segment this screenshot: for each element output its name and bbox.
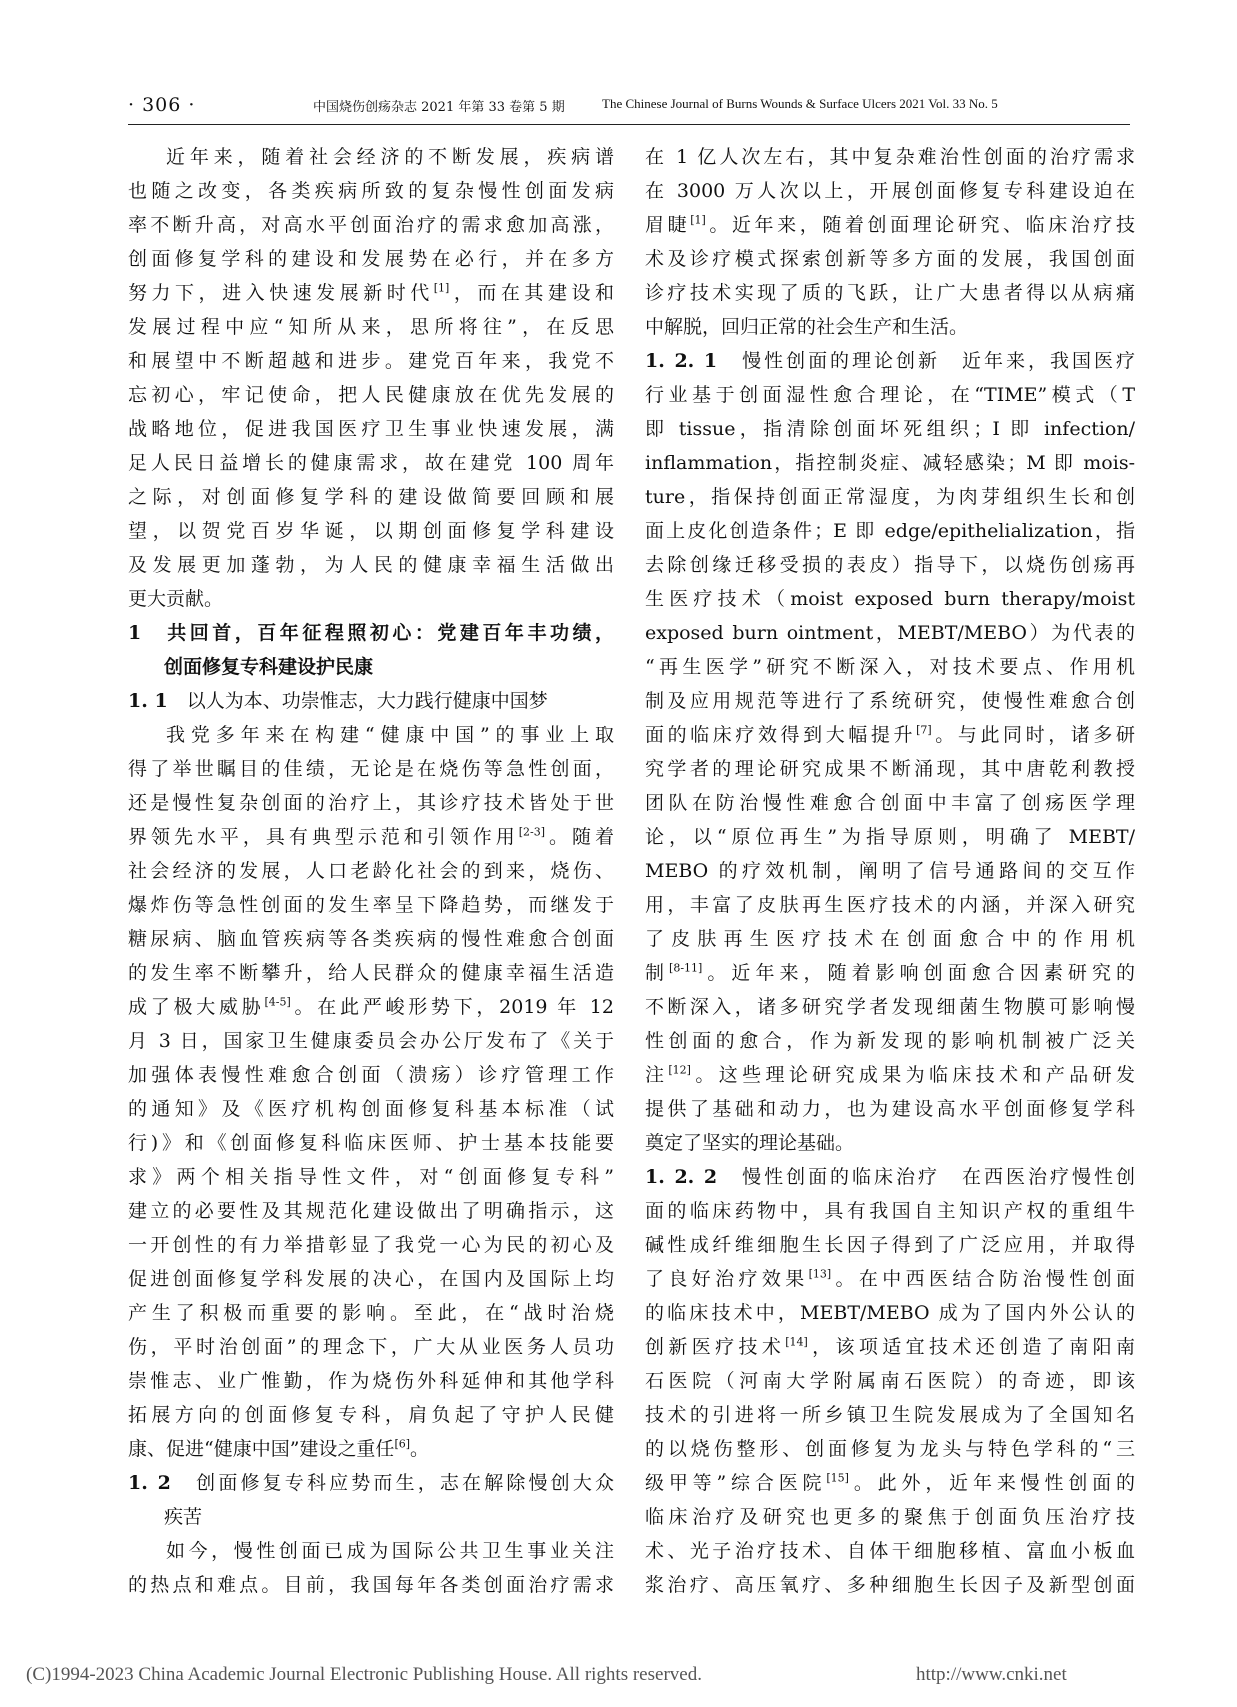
text-span: 。在中西医结合防治慢性创面 xyxy=(831,1268,1135,1290)
text-line xyxy=(645,208,1135,242)
text-line: 伤，平时治创面”的理念下，广大从业医务人员功 xyxy=(128,1336,614,1358)
text-line: 促进创面修复学科发展的决心，在国内及国际上均 xyxy=(128,1268,614,1290)
text-line: 加强体表慢性难愈合创面（溃疡）诊疗管理工作 xyxy=(128,1064,614,1086)
text-span: 近年来，我国医疗 xyxy=(962,350,1135,372)
citation: [14] xyxy=(785,1335,808,1349)
text-span: 1. 2. 1 xyxy=(645,350,718,372)
page-header xyxy=(128,92,1130,125)
text-span: 级甲等”综合医院 xyxy=(645,1472,827,1494)
text-span: 。与此同时，诸多研 xyxy=(931,724,1135,746)
text-span: 努力下，进入快速发展新时代 xyxy=(128,282,434,304)
journal-title-cn: 中国烧伤创疡杂志 2021 年第 33 卷第 5 期 xyxy=(313,100,565,115)
text-span: 。近年来，随着创面理论研究、临床治疗技 xyxy=(705,214,1135,236)
text-span: 康、促进“健康中国”建设之重任 xyxy=(128,1438,395,1460)
journal-title-en: The Chinese Journal of Burns Wounds & Surface Ulcers 2021 Vol. 33 No. 5 xyxy=(602,96,998,111)
subsection-heading-1-2-2 xyxy=(645,1160,1135,1194)
page-footer xyxy=(26,1664,1206,1694)
text-line: 一开创性的有力举措彰显了我党一心为民的初心及 xyxy=(128,1234,614,1256)
text-line: 社会经济的发展，人口老龄化社会的到来，烧伤、 xyxy=(128,860,614,882)
text-line: 团队在防治慢性难愈合创面中丰富了创疡医学理 xyxy=(645,792,1135,814)
subsection-heading-1-2-1 xyxy=(645,344,1135,378)
text-span: 。随着 xyxy=(545,826,614,848)
text-span: ，该项适宜技术还创造了南阳南 xyxy=(807,1336,1135,1358)
text-line: 诊疗技术实现了质的飞跃，让广大患者得以从病痛 xyxy=(645,282,1135,304)
text-line: 拓展方向的创面修复专科，肩负起了守护人民健 xyxy=(128,1404,614,1426)
text-line: 之际，对创面修复学科的建设做简要回顾和展 xyxy=(128,486,614,508)
text-line: 究学者的理论研究成果不断涌现，其中唐乾利教授 xyxy=(645,758,1135,780)
subsection-heading-1-2 xyxy=(128,1466,614,1500)
text-line: 爆炸伤等急性创面的发生率呈下降趋势，而继发于 xyxy=(128,894,614,916)
text-line: 率不断升高，对高水平创面治疗的需求愈加高涨， xyxy=(128,214,614,236)
text-line: 临床治疗及研究也更多的聚焦于创面负压治疗技 xyxy=(645,1506,1135,1528)
text-span: 制 xyxy=(645,962,670,984)
text-line: 糖尿病、脑血管疾病等各类疾病的慢性难愈合创面 xyxy=(128,928,614,950)
text-span: 1. 1 xyxy=(128,690,168,712)
text-line: exposed burn ointment，MEBT/MEBO）为代表的 xyxy=(645,622,1135,644)
text-line: 发展过程中应“知所从来，思所将往”，在反思 xyxy=(128,316,614,338)
right-column xyxy=(645,140,1135,1602)
text-line: 去除创缘迁移受损的表皮）指导下，以烧伤创疡再 xyxy=(645,554,1135,576)
citation: [13] xyxy=(808,1267,832,1281)
text-span: 慢性创面的理论创新 xyxy=(742,350,941,372)
text-span: ，而在其建设和 xyxy=(449,282,614,304)
text-span: 注 xyxy=(645,1064,669,1086)
text-line: 在 3000 万人次以上，开展创面修复专科建设迫在 xyxy=(645,180,1135,202)
text-line xyxy=(645,1330,1135,1364)
text-line: 行)》和《创面修复科临床医师、护士基本技能要 xyxy=(128,1132,614,1154)
text-line: 生医疗技术（moist exposed burn therapy/moist xyxy=(645,588,1135,610)
text-line: 性创面的愈合，作为新发现的影响机制被广泛关 xyxy=(645,1030,1135,1052)
text-line: 制及应用规范等进行了系统研究，使慢性难愈合创 xyxy=(645,690,1135,712)
text-line: “再生医学”研究不断深入，对技术要点、作用机 xyxy=(645,656,1135,678)
text-line xyxy=(645,1262,1135,1296)
text-line: 的通知》及《医疗机构创面修复科基本标准（试 xyxy=(128,1098,614,1120)
text-span: 界领先水平，具有典型示范和引领作用 xyxy=(128,826,519,848)
text-line: 即 tissue，指清除创面坏死组织；I 即 infection/ xyxy=(645,418,1135,440)
text-line: 术及诊疗模式探索创新等多方面的发展，我国创面 xyxy=(645,248,1135,270)
text-span: 了良好治疗效果 xyxy=(645,1268,809,1290)
text-span: 。此外，近年来慢性创面的 xyxy=(848,1472,1135,1494)
text-line: 还是慢性复杂创面的治疗上，其诊疗技术皆处于世 xyxy=(128,792,614,814)
text-span: 成了极大威胁 xyxy=(128,996,265,1018)
text-line xyxy=(128,820,614,854)
text-line: 浆治疗、高压氧疗、多种细胞生长因子及新型创面 xyxy=(645,1574,1135,1596)
text-span: 眉睫 xyxy=(645,214,691,236)
text-line: 战略地位，促进我国医疗卫生事业快速发展，满 xyxy=(128,418,614,440)
text-line: 碱性成纤维细胞生长因子得到了广泛应用，并取得 xyxy=(645,1234,1135,1256)
text-line: 创面修复学科的建设和发展势在必行，并在多方 xyxy=(128,248,614,270)
text-span: 。在此严峻形势下，2019 年 12 xyxy=(290,996,614,1018)
section-heading-1: 1 共回首，百年征程照初心：党建百年丰功绩， xyxy=(128,622,614,644)
text-line: inflammation，指控制炎症、减轻感染；M 即 mois- xyxy=(645,452,1135,474)
citation: [15] xyxy=(826,1471,849,1485)
text-line: 面的临床药物中，具有我国自主知识产权的重组牛 xyxy=(645,1200,1135,1222)
text-line xyxy=(128,990,614,1024)
text-line: 如今，慢性创面已成为国际公共卫生事业关注 xyxy=(166,1540,614,1562)
text-line: 行业基于创面湿性愈合理论，在“TIME”模式（T xyxy=(645,384,1135,406)
text-line xyxy=(645,718,1135,752)
text-line: 奠定了坚实的理论基础。 xyxy=(645,1132,855,1154)
text-line: 足人民日益增长的健康需求，故在建党 100 周年 xyxy=(128,452,614,474)
citation: [8-11] xyxy=(669,961,703,975)
text-line: 提供了基础和动力，也为建设高水平创面修复学科 xyxy=(645,1098,1135,1120)
citation: [7] xyxy=(916,723,932,737)
citation: [2-3] xyxy=(518,825,546,839)
text-line: 的以烧伤整形、创面修复为龙头与特色学科的“三 xyxy=(645,1438,1135,1460)
text-line: 在 1 亿人次左右，其中复杂难治性创面的治疗需求 xyxy=(645,146,1135,168)
text-line: 忘初心，牢记使命，把人民健康放在优先发展的 xyxy=(128,384,614,406)
citation: [1] xyxy=(433,281,450,295)
left-column xyxy=(128,140,614,1602)
text-line: 不断深入，诸多研究学者发现细菌生物膜可影响慢 xyxy=(645,996,1135,1018)
text-line: 求》两个相关指导性文件，对“创面修复专科” xyxy=(128,1166,614,1188)
subsection-heading-1-1 xyxy=(128,684,614,718)
text-line: 及发展更加蓬勃，为人民的健康幸福生活做出 xyxy=(128,554,614,576)
text-span: 1. 2. 2 xyxy=(645,1166,718,1188)
text-line: 的临床技术中，MEBT/MEBO 成为了国内外公认的 xyxy=(645,1302,1135,1324)
text-span: 。近年来，随着影响创面愈合因素研究的 xyxy=(702,962,1135,984)
text-line: 望，以贺党百岁华诞，以期创面修复学科建设 xyxy=(128,520,614,542)
text-line: 得了举世瞩目的佳绩，无论是在烧伤等急性创面， xyxy=(128,758,614,780)
text-line xyxy=(645,956,1135,990)
text-line xyxy=(645,1058,1135,1092)
text-line: 月 3 日，国家卫生健康委员会办公厅发布了《关于 xyxy=(128,1030,614,1052)
text-span: 。这些理论研究成果为临床技术和产品研发 xyxy=(690,1064,1135,1086)
text-line: 的热点和难点。目前，我国每年各类创面治疗需求 xyxy=(128,1574,614,1596)
text-span: 在西医治疗慢性创 xyxy=(962,1166,1135,1188)
text-line xyxy=(128,1432,614,1466)
text-line: 和展望中不断超越和进步。建党百年来，我党不 xyxy=(128,350,614,372)
copyright-notice: (C)1994-2023 China Academic Journal Electronic Publishing House. All rights reserved. xyxy=(26,1664,702,1685)
text-line: 论，以“原位再生”为指导原则，明确了 MEBT/ xyxy=(645,826,1135,848)
text-line: 我党多年来在构建“健康中国”的事业上取 xyxy=(166,724,614,746)
text-line xyxy=(645,1466,1135,1500)
text-line: 崇惟志、业广惟勤，作为烧伤外科延伸和其他学科 xyxy=(128,1370,614,1392)
text-span: 慢性创面的临床治疗 xyxy=(742,1166,941,1188)
footer-url: http://www.cnki.net xyxy=(916,1664,1067,1685)
text-line: 更大贡献。 xyxy=(128,588,224,610)
text-span: 面的临床疗效得到大幅提升 xyxy=(645,724,917,746)
text-line: ture，指保持创面正常湿度，为肉芽组织生长和创 xyxy=(645,486,1135,508)
text-line: 面上皮化创造条件；E 即 edge/epithelialization，指 xyxy=(645,520,1135,542)
text-line: 产生了积极而重要的影响。至此，在“战时治烧 xyxy=(128,1302,614,1324)
text-line: 术、光子治疗技术、自体干细胞移植、富血小板血 xyxy=(645,1540,1135,1562)
text-line xyxy=(128,276,614,310)
text-line: MEBO 的疗效机制，阐明了信号通路间的交互作 xyxy=(645,860,1135,882)
text-line: 技术的引进将一所乡镇卫生院发展成为了全国知名 xyxy=(645,1404,1135,1426)
text-line: 用，丰富了皮肤再生医疗技术的内涵，并深入研究 xyxy=(645,894,1135,916)
section-heading-1-cont: 创面修复专科建设护民康 xyxy=(164,656,374,678)
text-line: 建立的必要性及其规范化建设做出了明确指示，这 xyxy=(128,1200,614,1222)
text-span: 1. 2 xyxy=(128,1472,171,1494)
text-line: 近年来，随着社会经济的不断发展，疾病谱 xyxy=(166,146,614,168)
page-number: · 306 · xyxy=(128,94,196,116)
text-span: 创新医疗技术 xyxy=(645,1336,786,1358)
citation: [4-5] xyxy=(264,995,291,1009)
text-span: 创面修复专科应势而生，志在解除慢创大众 xyxy=(196,1472,614,1494)
text-line: 了皮肤再生医疗技术在创面愈合中的作用机 xyxy=(645,928,1135,950)
subsection-heading-1-2-cont: 疾苦 xyxy=(164,1506,203,1528)
text-line: 的发生率不断攀升，给人民群众的健康幸福生活造 xyxy=(128,962,614,984)
text-line: 石医院（河南大学附属南石医院）的奇迹，即该 xyxy=(645,1370,1135,1392)
citation: [6] xyxy=(394,1437,411,1451)
text-line: 中解脱，回归正常的社会生产和生活。 xyxy=(645,316,969,338)
text-span: 以人为本、功崇惟志，大力践行健康中国梦 xyxy=(186,690,548,712)
citation: [12] xyxy=(668,1063,691,1077)
text-line: 也随之改变，各类疾病所致的复杂慢性创面发病 xyxy=(128,180,614,202)
citation: [1] xyxy=(690,213,706,227)
text-span: 。 xyxy=(410,1438,430,1460)
